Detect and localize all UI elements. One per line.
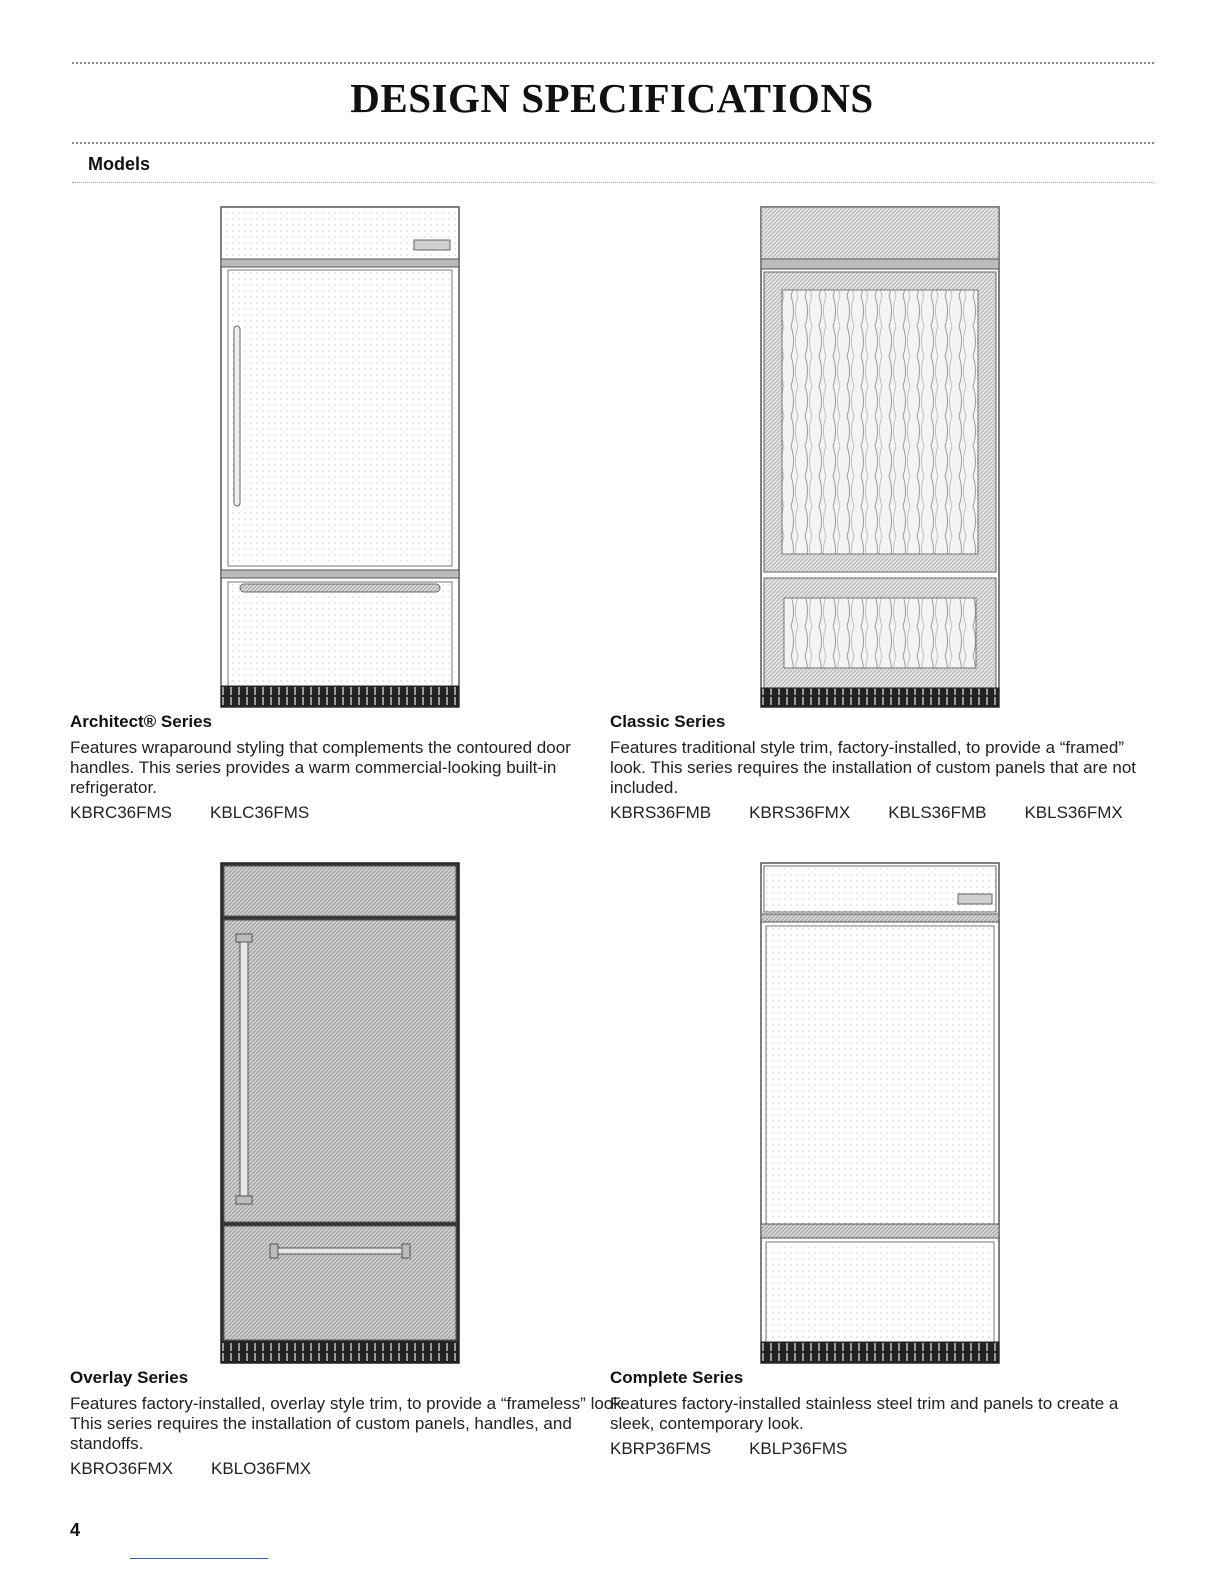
model-number: KBLP36FMS	[749, 1439, 848, 1458]
top-rule	[72, 62, 1154, 64]
model-number: KBRP36FMS	[610, 1439, 712, 1458]
overlay-series-block	[70, 1368, 630, 1480]
series-description: Features traditional style trim, factory-installed, to provide a “framed” look. This series requires the installation of custom panels that are not included.	[610, 738, 1137, 797]
model-list	[70, 802, 630, 824]
model-number: KBLO36FMX	[210, 1459, 312, 1478]
model-number: KBLS36FMB	[888, 803, 987, 822]
title-rule	[72, 142, 1154, 144]
complete-series-block	[610, 1368, 1155, 1460]
series-description: Features wraparound styling that complements the contoured door handles. This series provides a warm commercial-looking built-in refrigerator.	[70, 738, 571, 797]
model-list	[610, 802, 1155, 824]
complete-refrigerator-illustration	[760, 862, 1000, 1364]
model-number: KBRS36FMX	[749, 803, 851, 822]
model-number: KBRS36FMB	[610, 803, 712, 822]
series-description: Features factory-installed stainless steel trim and panels to create a sleek, contemporary look.	[610, 1394, 1119, 1433]
section-rule	[72, 182, 1154, 183]
footer-line	[130, 1558, 268, 1559]
architect-series-block	[70, 712, 630, 824]
classic-refrigerator-illustration	[760, 206, 1000, 708]
model-list	[70, 1458, 630, 1480]
series-title: Classic Series	[610, 712, 726, 731]
model-number: KBLS36FMX	[1024, 803, 1123, 822]
architect-refrigerator-illustration	[220, 206, 460, 708]
model-number: KBLC36FMS	[210, 803, 310, 822]
model-number: KBRO36FMX	[70, 1459, 173, 1478]
series-title: Architect® Series	[70, 712, 212, 731]
series-description: Features factory-installed, overlay style trim, to provide a “frameless” look. This series requires the installation of custom panels, handles, and standoffs.	[70, 1394, 627, 1453]
model-number: KBRC36FMS	[70, 803, 173, 822]
overlay-refrigerator-illustration	[220, 862, 460, 1364]
section-heading: Models	[88, 154, 151, 174]
page-number: 4	[70, 1520, 81, 1540]
series-title: Overlay Series	[70, 1368, 189, 1387]
series-title: Complete Series	[610, 1368, 744, 1387]
page-title: DESIGN SPECIFICATIONS	[350, 75, 874, 121]
classic-series-block	[610, 712, 1155, 824]
model-list	[610, 1438, 1155, 1460]
